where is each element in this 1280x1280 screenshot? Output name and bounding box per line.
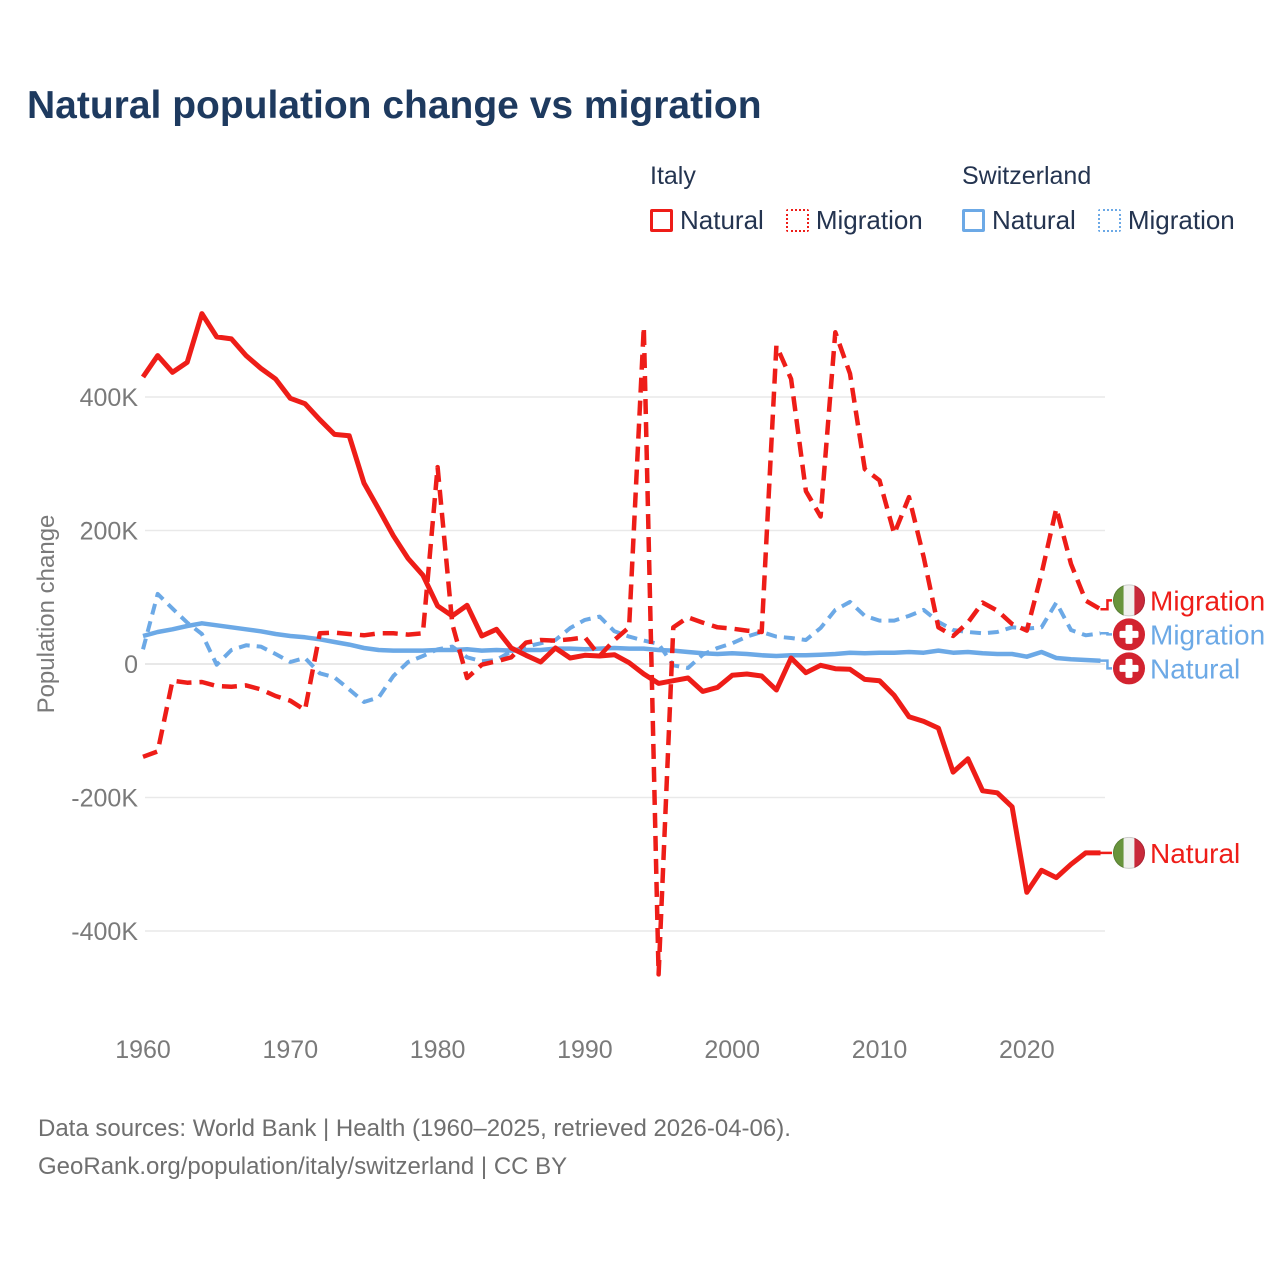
- italy-flag-icon: [1113, 837, 1145, 869]
- x-tick-label-2020: 2020: [998, 1036, 1055, 1064]
- legend-label-switzerland-migration: Migration: [1127, 205, 1235, 235]
- italy-migration-label-connector: [1100, 600, 1112, 609]
- y-tick-label-400K: 400K: [79, 384, 138, 412]
- swiss-flag-icon: [1113, 618, 1145, 650]
- italy-flag-icon: [1113, 584, 1145, 616]
- page-title: Natural population change vs migration: [27, 84, 762, 127]
- y-axis-title: Population change: [33, 514, 60, 714]
- swiss-flag-icon: [1113, 652, 1145, 684]
- end-label-swiss-natural: Natural: [1150, 653, 1241, 685]
- x-tick-label-1960: 1960: [115, 1036, 171, 1064]
- legend-label-italy-natural: Natural: [680, 205, 764, 235]
- end-label-italy-migration: Migration: [1150, 585, 1266, 617]
- end-label-swiss-migration: Migration: [1150, 619, 1266, 651]
- x-tick-label-1970: 1970: [262, 1036, 319, 1064]
- x-tick-label-1990: 1990: [557, 1036, 613, 1064]
- footer-attribution: GeoRank.org/population/italy/switzerland | CC BY: [38, 1153, 568, 1180]
- x-tick-label-2010: 2010: [851, 1036, 908, 1064]
- y-tick-label--400K: -400K: [71, 918, 138, 946]
- italy-natural-line[interactable]: [143, 314, 1101, 893]
- footer-data-sources: Data sources: World Bank | Health (1960–2025, retrieved 2026-04-06).: [38, 1115, 791, 1142]
- end-label-italy-natural: Natural: [1150, 837, 1241, 869]
- x-tick-label-2000: 2000: [704, 1036, 761, 1064]
- y-tick-label-200K: 200K: [79, 517, 138, 546]
- x-tick-label-1980: 1980: [409, 1036, 466, 1064]
- footer: [38, 1110, 791, 1186]
- y-tick-label--200K: -200K: [71, 784, 138, 813]
- legend-group-switzerland-title: Switzerland: [962, 162, 1092, 190]
- swiss-migration-label-connector: [1100, 633, 1112, 634]
- legend-group-italy-title: Italy: [650, 162, 696, 190]
- legend-label-italy-migration: Migration: [815, 205, 923, 235]
- y-tick-label-0: 0: [124, 651, 138, 679]
- legend-label-switzerland-natural: Natural: [992, 205, 1076, 235]
